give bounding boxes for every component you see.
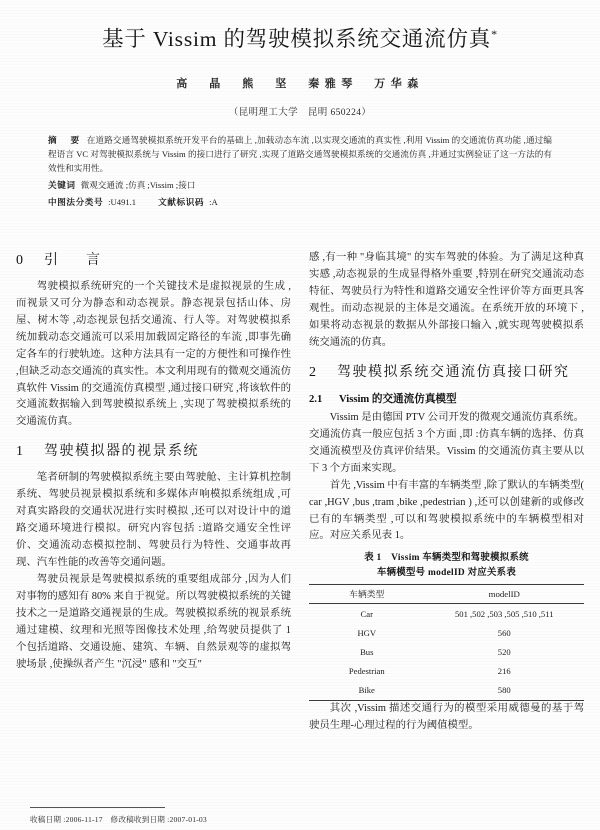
title-footnote-mark: *: [491, 26, 498, 41]
table-row: [309, 642, 584, 661]
table-header: [309, 584, 584, 603]
keywords-line: [48, 179, 552, 193]
table-1-caption-line-1: 表 1 Vissim 车辆类型和驾驶模拟系统: [364, 553, 529, 564]
abstract-paragraph: [48, 134, 552, 176]
affiliation: （昆明理工大学 昆明 650224）: [228, 107, 372, 118]
section-0-number: 0: [16, 253, 30, 268]
table-body: [309, 603, 584, 700]
title-block: [0, 0, 600, 118]
footnote-divider: [30, 807, 165, 808]
section-heading-0: [16, 250, 291, 273]
body-columns: [0, 250, 600, 735]
cell-vehicle-type: HGV: [357, 627, 377, 638]
classification-line: [48, 196, 552, 210]
cell-vehicle-type: Car: [360, 608, 373, 619]
document-code-value: :A: [209, 196, 218, 207]
paragraph-1-1: 笔者研制的驾驶模拟系统主要由驾驶舱、主计算机控制系统、驾驶员视景模拟系统和多媒体声响模拟系统组成 ,可对真实路段的交通状况进行实时模拟 ,还可以对设计中的道路交通环境进行模拟。研究内容包括 :道路交通安全性评价、交通流动态模拟控制、驾驶员行为特性、交通事故再现、汽车性能的改善等交通问题。: [16, 472, 291, 568]
paragraph-2-1-3: 其次 ,Vissim 描述交通行为的模型采用威德曼的基于驾驶员生理-心理过程的行为阈值模型。: [309, 702, 584, 731]
paper-title-text: 基于 Vissim 的驾驶模拟系统交通流仿真: [102, 27, 492, 51]
subsection-2-1-title: Vissim 的交通流仿真模型: [339, 393, 457, 405]
cell-modelid: 216: [497, 666, 511, 677]
clc-label: 中图法分类号: [48, 196, 104, 207]
table-row: [309, 603, 584, 623]
cell-modelid: 580: [425, 681, 585, 701]
footnote-text: 收稿日期 :2006-11-17 修改稿收到日期 :2007-01-03: [30, 815, 207, 824]
clc-value: :U491.1: [108, 196, 137, 207]
cell-vehicle-type: Pedestrian: [348, 666, 385, 677]
section-heading-2: [309, 362, 584, 385]
table-1-caption: [309, 551, 584, 580]
column-header-modelid: modelID: [425, 584, 585, 603]
table-row: [309, 661, 584, 680]
section-2-title: 驾驶模拟系统交通流仿真接口研究: [337, 364, 570, 380]
paragraph-2-1-1: Vissim 是由德国 PTV 公司开发的微观交通流仿真系统。交通流仿真一般应包括 3 个方面 ,即 :仿真车辆的选择、仿真交通流模型及仿真评价结果。Vissim 的交通流仿真主要从以下 3 个方面来实现。: [309, 411, 584, 474]
cell-modelid: 560: [497, 627, 511, 638]
table-row: [309, 623, 584, 642]
section-1-number: 1: [16, 444, 25, 460]
table-header-row: [309, 584, 584, 603]
paragraph-continued: 感 ,有一种 "身临其境" 的实车驾驶的体验。为了满足这种真实感 ,动态视景的生成显得格外重要 ,特别在研究交通流动态特征、驾驶员行为特性和道路交通安全性评价等方面更具客观性。而动态视景的主体是交通流。在系统开放的环境下 ,如果将动态视景的数据从外部接口输入 ,就实现驾驶模拟系统交通流的仿真。: [309, 252, 584, 348]
page-title: [40, 26, 560, 53]
cell-vehicle-type: Bike: [309, 681, 425, 701]
keywords-text: 微观交通流 ;仿真 ;Vissim ;接口: [80, 179, 196, 190]
cell-modelid: 501 ,502 ,503 ,505 ,510 ,511: [454, 608, 554, 619]
subsection-2-1-number: 2.1: [309, 393, 323, 405]
column-header-vehicle-type: 车辆类型: [309, 584, 425, 603]
right-column: [309, 250, 584, 735]
vehicle-model-table: [309, 584, 584, 701]
paragraph-1-2: 驾驶员视景是驾驶模拟系统的重要组成部分 ,因为人们对事物的感知有 80% 来自于视觉。所以驾驶模拟系统的关键技术之一是道路交通视景的生成。驾驶模拟系统的视景系统通过建模、纹理和光照等图像技术处理 ,给驾驶员提供了 1 个包括道路、交通设施、建筑、车辆、自然景观等的虚拟驾驶场景 ,使操纵者产生 "沉浸" 感和 "交互": [16, 573, 291, 670]
section-heading-1: [16, 441, 291, 464]
author-list: 高 晶 熊 坚 秦雅琴 万华森: [176, 77, 424, 90]
cell-vehicle-type: Bus: [360, 646, 374, 657]
left-column: [16, 250, 291, 735]
abstract-block: [48, 134, 552, 210]
paragraph-0-1: 驾驶模拟系统研究的一个关键技术是虚拟视景的生成 ,而视景又可分为静态和动态视景。静态视景包括山体、房屋、树木等 ,动态视景包括交通流、行人等。对驾驶模拟系统加载动态交通流可以采用加载固定路径的车流 ,即事先确定各车的行驶轨迹。这种方法具有一定的方便性和可操作性 ,但缺乏动态交通流的真实性。本文利用现有的微观交通流仿真软件 Vissim 的交通流仿真模型 ,通过接口研究 ,将该软件的交通流数据输入到驾驶模拟系统上 ,实现了驾驶模拟系统的交通流仿真。: [16, 280, 291, 428]
cell-modelid: 520: [497, 646, 511, 657]
section-1-title: 驾驶模拟器的视景系统: [44, 444, 199, 460]
table-1-caption-line-2: 车辆模型号 modelID 对应关系表: [376, 568, 517, 578]
paragraph-2-1-2: 首先 ,Vissim 中有丰富的车辆类型 ,除了默认的车辆类型( car ,HGV ,bus ,tram ,bike ,pedestrian ) ,还可以创建新的或修改已有的车辆类型 ,可以和驾驶模拟系统中的车辆模型相对应。对应关系见表 1。: [309, 479, 584, 542]
table-row: [309, 681, 584, 701]
abstract-label: 摘 要: [48, 134, 82, 145]
subsection-heading-2-1: [309, 391, 584, 408]
abstract-text: 在道路交通驾驶模拟系统开发平台的基础上 ,加载动态车流 ,以实现交通流的真实性 ,利用 Vissim 的交通流仿真功能 ,通过编程语言 VC 对驾驶模拟系统与 Vissim 的接口进行了研究 ,实现了道路交通驾驶模拟系统的交通流仿真 ,并通过实例验证了这一方法的有效性和实用性。: [48, 134, 552, 173]
section-0-title: 引 言: [44, 253, 107, 268]
table-1-block: [309, 551, 584, 700]
keywords-label: 关键词: [48, 179, 76, 190]
section-2-number: 2: [309, 364, 318, 380]
document-code-label: 文献标识码: [158, 196, 205, 207]
